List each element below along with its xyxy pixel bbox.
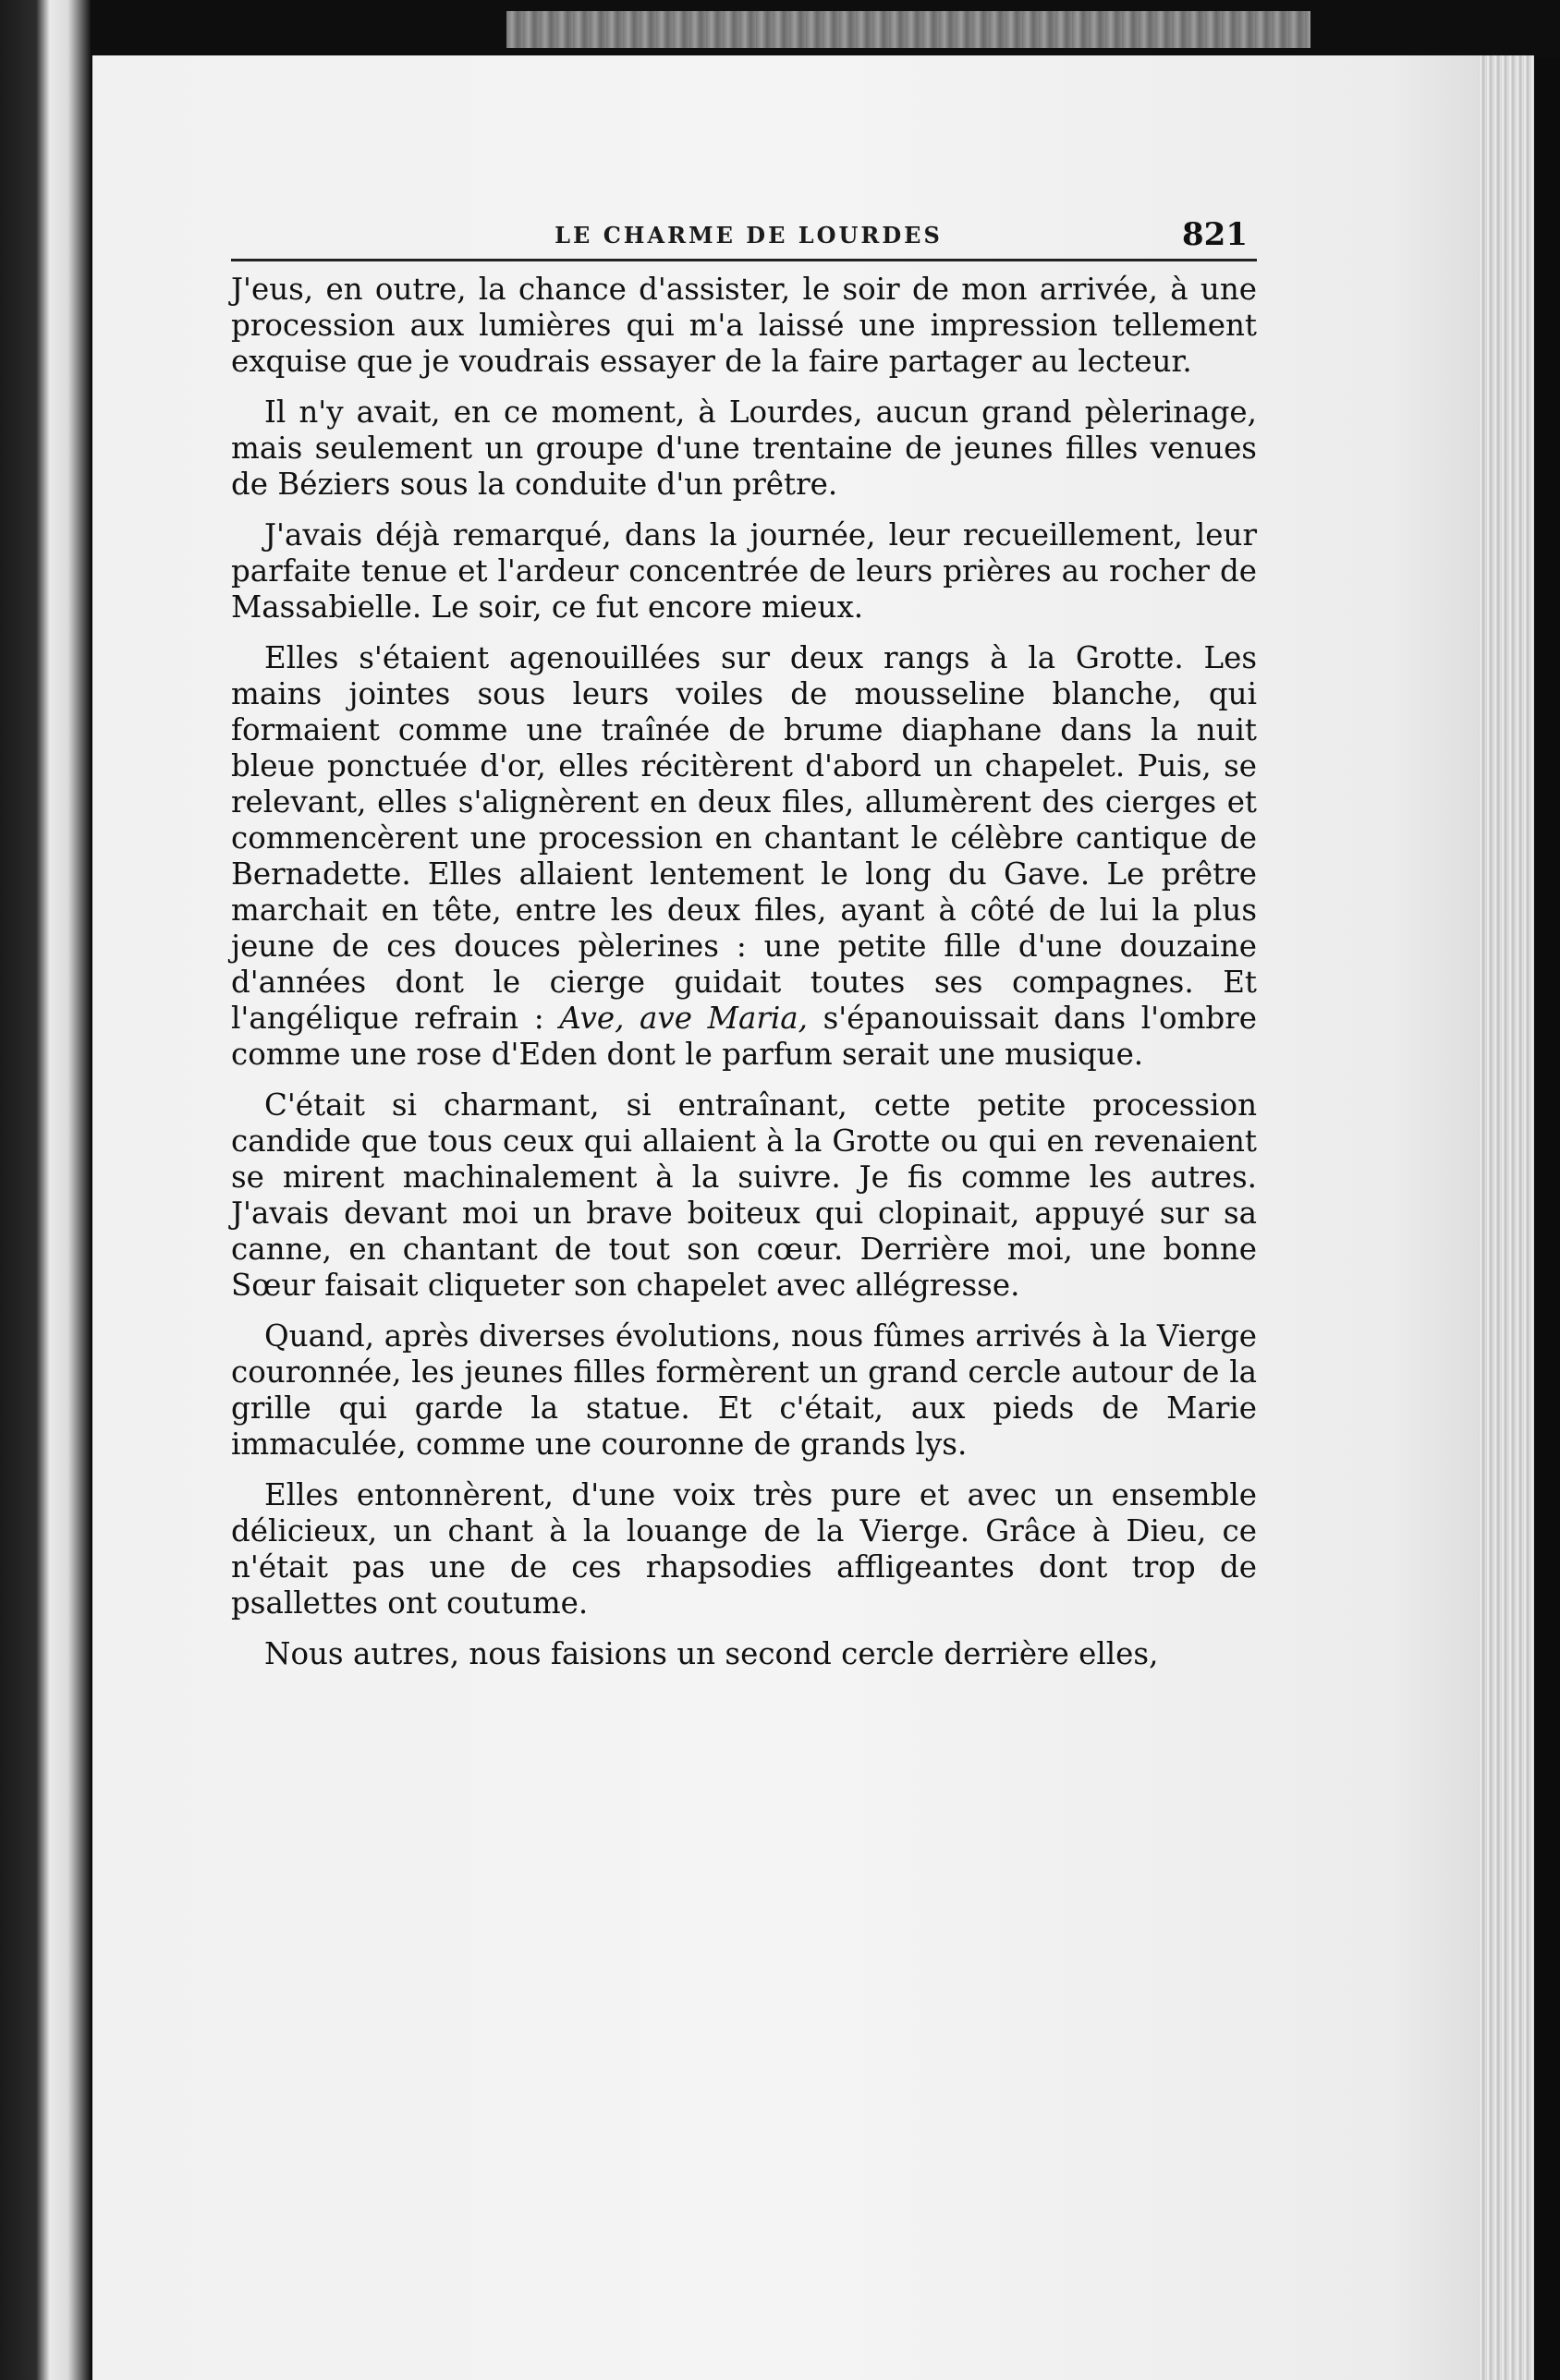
book-binding-shadow (0, 0, 91, 2380)
page-stack-edge (1479, 55, 1534, 2380)
running-title: LE CHARME DE LOURDES (555, 222, 943, 249)
paragraph-7: Elles entonnèrent, d'une voix très pure et avec un ensemble délicieux, un chant à la louange de la Vierge. Grâce à Dieu, ce n'était pas une de ces rhapsodies affligeantes dont trop de psallettes ont coutume. (231, 1477, 1257, 1621)
paragraph-1: J'eus, en outre, la chance d'assister, le soir de mon arrivée, à une procession aux lumières qui m'a laissé une impression tellement exquise que je voudrais essayer de la faire partager au lecteur. (231, 272, 1257, 379)
running-head (231, 212, 1266, 268)
paragraph-5: C'était si charmant, si entraînant, cette petite procession candide que tous ceux qui allaient à la Grotte ou qui en revenaient se mirent machinalement à la suivre. Je fis comme les autres. J'avais devant moi un brave boiteux qui clopinait, appuyé sur sa canne, en chantant de tout son cœur. Derrière moi, une bonne Sœur faisait cliqueter son chapelet avec allégresse. (231, 1087, 1257, 1303)
paragraph-4-text-b: s'épanouissait dans l'ombre comme une rose d'Eden dont le parfum serait une musique. (231, 1001, 1257, 1072)
paragraph-2: Il n'y avait, en ce moment, à Lourdes, aucun grand pèlerinage, mais seulement un groupe d'une trentaine de jeunes filles venues de Béziers sous la conduite d'un prêtre. (231, 395, 1257, 502)
header-rule (231, 259, 1257, 261)
body-text (231, 272, 1257, 1672)
paragraph-4 (231, 640, 1257, 1073)
paragraph-4-text-a: Elles s'étaient agenouillées sur deux rangs à la Grotte. Les mains jointes sous leurs voiles de mousseline blanche, qui formaient comme une traînée de brume diaphane dans la nuit bleue ponctuée d'or, elles récitèrent d'abord un chapelet. Puis, se relevant, elles s'alignèrent en deux files, allumèrent des cierges et commencèrent une procession en chantant le célèbre cantique de Bernadette. Elles allaient lentement le long du Gave. Le prêtre marchait en tête, entre les deux files, ayant à côté de lui la plus jeune de ces douces pèlerines : une petite fille d'une douzaine d'années dont le cierge guidait toutes ses compagnes. Et l'angélique refrain : (231, 640, 1257, 1036)
paragraph-4-italic-refrain: Ave, ave Maria, (559, 1001, 808, 1036)
paragraph-8: Nous autres, nous faisions un second cercle derrière elles, (264, 1636, 1159, 1671)
paragraph-6: Quand, après diverses évolutions, nous fûmes arrivés à la Vierge couronnée, les jeunes filles formèrent un grand cercle autour de la grille qui garde la statue. Et c'était, aux pieds de Marie immaculée, comme une couronne de grands lys. (231, 1318, 1257, 1462)
paragraph-3: J'avais déjà remarqué, dans la journée, leur recueillement, leur parfaite tenue et l'ardeur concentrée de leurs prières au rocher de Massabielle. Le soir, ce fut encore mieux. (231, 517, 1257, 625)
previous-page-edge (506, 11, 1310, 48)
page-number: 821 (1182, 216, 1248, 253)
scan-top-border (91, 0, 1560, 57)
